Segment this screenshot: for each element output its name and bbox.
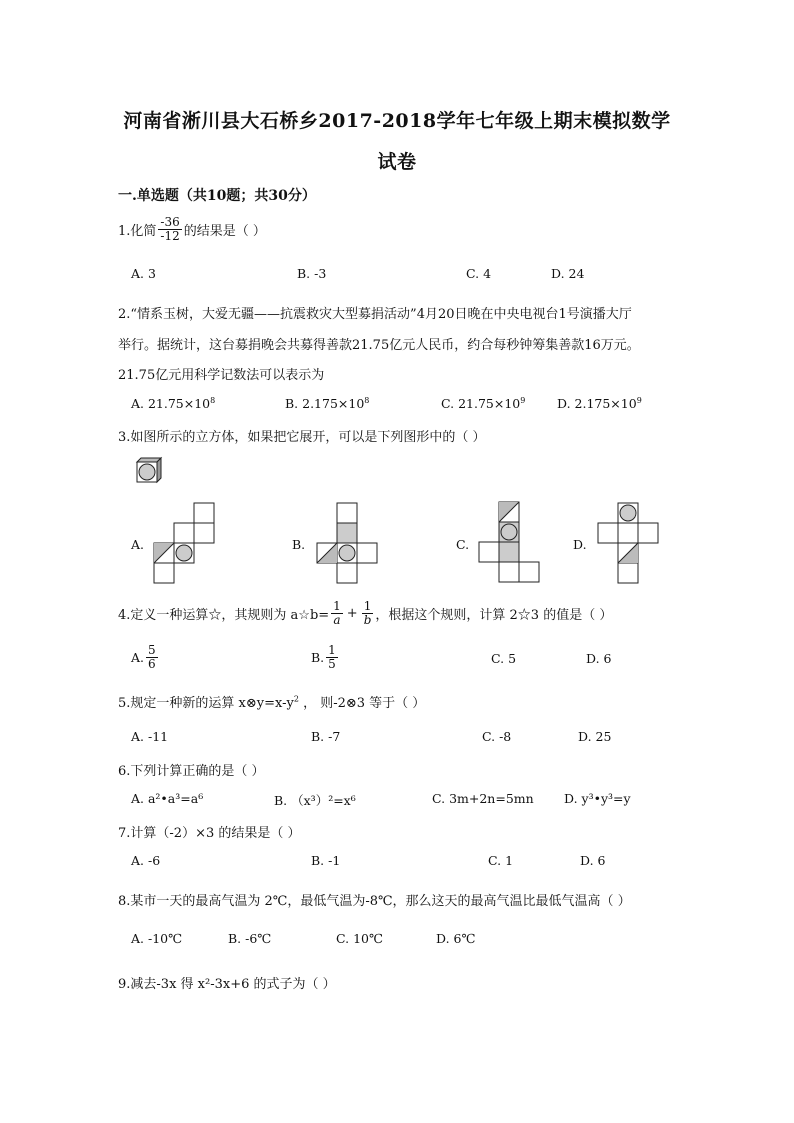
q5-option-d: D. 25 bbox=[578, 729, 612, 744]
net-c-circle bbox=[501, 524, 517, 540]
q2-option-c bbox=[441, 396, 525, 411]
question-4-fraction-2 bbox=[362, 600, 374, 626]
question-1 bbox=[118, 216, 266, 242]
q4-option-d: D. 6 bbox=[586, 651, 612, 666]
q7-option-c: C. 1 bbox=[488, 853, 514, 868]
q4-option-a-fraction bbox=[146, 644, 158, 670]
net-a-face bbox=[154, 563, 174, 583]
net-d-circle bbox=[620, 505, 636, 521]
q2-option-a-base: A. 21.75×10 bbox=[131, 396, 211, 411]
question-1-prefix: 1.化简 bbox=[118, 223, 157, 239]
q4-option-a bbox=[131, 644, 160, 670]
question-4-f1-num: 1 bbox=[333, 599, 341, 613]
question-4-prefix: 4.定义一种运算☆，其规则为 a☆b= bbox=[118, 607, 330, 623]
net-b-circle bbox=[339, 545, 355, 561]
question-1-suffix: 的结果是（ ） bbox=[183, 223, 266, 239]
q8-option-b: B. -6℃ bbox=[228, 931, 272, 946]
question-8: 8.某市一天的最高气温为 2℃，最低气温为-8℃，那么这天的最高气温比最低气温高（ ） bbox=[118, 894, 631, 909]
q2-option-a-exp: 8 bbox=[210, 395, 216, 405]
question-1-denominator: -12 bbox=[160, 228, 180, 243]
net-c-label: C. bbox=[456, 537, 470, 552]
net-b-face bbox=[357, 543, 377, 563]
q4-option-a-num: 5 bbox=[148, 643, 156, 657]
net-c-face bbox=[499, 542, 519, 562]
net-b-label: B. bbox=[292, 537, 306, 552]
section-heading: 一.单选题（共10题；共30分） bbox=[118, 188, 316, 204]
question-4-fraction-1 bbox=[331, 600, 343, 626]
net-b-face bbox=[337, 523, 357, 543]
q5-option-b: B. -7 bbox=[311, 729, 341, 744]
net-c-face bbox=[479, 542, 499, 562]
q7-option-a: A. -6 bbox=[131, 853, 161, 868]
question-5-text-a: 5.规定一种新的运算 x⊗y=x-y bbox=[118, 696, 294, 711]
q5-option-a: A. -11 bbox=[131, 729, 169, 744]
question-3: 3.如图所示的立方体，如果把它展开，可以是下列图形中的（ ） bbox=[118, 430, 486, 445]
question-2-line-2: 举行。据统计，这台募捐晚会共募得善款21.75亿元人民币，约合每秒钟筹集善款16万元。 bbox=[118, 338, 640, 353]
q1-option-a: A. 3 bbox=[131, 266, 156, 281]
q8-option-d: D. 6℃ bbox=[436, 931, 476, 946]
question-4-f2-num: 1 bbox=[363, 599, 372, 613]
q1-option-d: D. 24 bbox=[551, 266, 585, 281]
q6-option-a: A. a²•a³=a⁶ bbox=[131, 791, 204, 806]
question-1-fraction bbox=[158, 216, 181, 242]
q2-option-b bbox=[285, 396, 369, 411]
net-c-face bbox=[499, 562, 519, 582]
q4-option-b-fraction bbox=[326, 644, 338, 670]
question-1-numerator: -36 bbox=[160, 215, 180, 229]
net-b bbox=[317, 503, 377, 583]
q7-option-d: D. 6 bbox=[580, 853, 606, 868]
page-title-line-2: 试卷 bbox=[377, 151, 417, 173]
cube-figure bbox=[131, 456, 163, 488]
net-a-face bbox=[174, 523, 194, 543]
question-9: 9.减去-3x 得 x²-3x+6 的式子为（ ） bbox=[118, 977, 336, 992]
q4-option-b-den: 5 bbox=[328, 656, 336, 671]
q7-option-b: B. -1 bbox=[311, 853, 341, 868]
net-d-face bbox=[638, 523, 658, 543]
net-a-label: A. bbox=[131, 537, 145, 552]
question-4-suffix: ，根据这个规则，计算 2☆3 的值是（ ） bbox=[375, 607, 613, 623]
question-7: 7.计算（-2）×3 的结果是（ ） bbox=[118, 826, 301, 841]
q4-option-c: C. 5 bbox=[491, 651, 517, 666]
net-a-face bbox=[194, 523, 214, 543]
q6-option-c: C. 3m+2n=5mn bbox=[432, 791, 534, 806]
q2-option-d-base: D. 2.175×10 bbox=[557, 396, 637, 411]
q2-option-c-exp: 9 bbox=[520, 395, 526, 405]
net-b-face bbox=[337, 563, 357, 583]
question-4-f2-den: b bbox=[363, 612, 372, 627]
net-a bbox=[154, 503, 214, 583]
question-5 bbox=[118, 692, 425, 711]
q1-option-b: B. -3 bbox=[297, 266, 327, 281]
question-2-line-1: 2.“情系玉树，大爱无疆——抗震救灾大型募捐活动”4月20日晚在中央电视台1号演播大厅 bbox=[118, 307, 632, 322]
net-b-face bbox=[337, 503, 357, 523]
q8-option-c: C. 10℃ bbox=[336, 931, 383, 946]
q6-option-b: B. （x³）²=x⁶ bbox=[274, 793, 356, 808]
q2-option-b-exp: 8 bbox=[364, 395, 370, 405]
page-title-line-1: 河南省淅川县大石桥乡2017-2018学年七年级上期末模拟数学 bbox=[123, 110, 671, 132]
question-6: 6.下列计算正确的是（ ） bbox=[118, 764, 265, 779]
question-5-exp: 2 bbox=[293, 694, 299, 704]
q5-option-c: C. -8 bbox=[482, 729, 512, 744]
net-c bbox=[479, 502, 539, 582]
q4-option-b-label: B. bbox=[311, 649, 325, 665]
net-c-face bbox=[519, 562, 539, 582]
question-4 bbox=[118, 600, 612, 626]
q4-option-a-label: A. bbox=[131, 649, 145, 665]
q4-option-a-den: 6 bbox=[148, 656, 156, 671]
q2-option-d-exp: 9 bbox=[636, 395, 642, 405]
q8-option-a: A. -10℃ bbox=[131, 931, 183, 946]
net-d-face bbox=[618, 523, 638, 543]
net-a-face bbox=[194, 503, 214, 523]
question-2-line-3: 21.75亿元用科学记数法可以表示为 bbox=[118, 368, 325, 383]
q1-option-c: C. 4 bbox=[466, 266, 492, 281]
question-4-plus: + bbox=[346, 605, 358, 621]
q6-option-d: D. y³•y³=y bbox=[564, 791, 631, 806]
q2-option-c-base: C. 21.75×10 bbox=[441, 396, 521, 411]
net-d bbox=[598, 503, 658, 583]
q2-option-d bbox=[557, 396, 642, 411]
q4-option-b-num: 1 bbox=[328, 643, 336, 657]
net-d-face bbox=[598, 523, 618, 543]
question-5-text-b: ， 则-2⊗3 等于（ ） bbox=[298, 696, 426, 711]
question-4-f1-den: a bbox=[333, 612, 341, 627]
q2-option-a bbox=[131, 396, 215, 411]
net-d-label: D. bbox=[573, 537, 587, 552]
net-d-face bbox=[618, 563, 638, 583]
net-a-circle bbox=[176, 545, 192, 561]
q2-option-b-base: B. 2.175×10 bbox=[285, 396, 365, 411]
q4-option-b bbox=[311, 644, 340, 670]
